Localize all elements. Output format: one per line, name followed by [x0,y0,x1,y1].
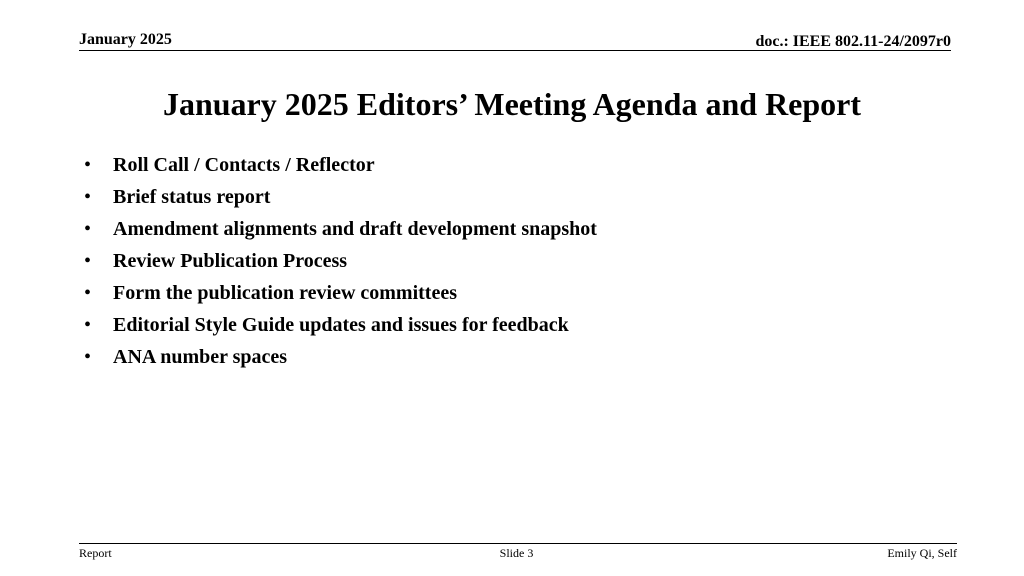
header-doc-id: doc.: IEEE 802.11-24/2097r0 [755,33,951,50]
footer-right: Emily Qi, Self [887,546,957,560]
bullet-icon: • [84,250,92,272]
bullet-icon: • [84,346,92,368]
agenda-item-text: ANA number spaces [113,346,288,368]
agenda-item-text: Editorial Style Guide updates and issues for feedback [113,314,569,336]
agenda-item-text: Roll Call / Contacts / Reflector [113,154,375,176]
slide-title: January 2025 Editors’ Meeting Agenda and Report [162,86,862,122]
agenda-item-text: Review Publication Process [113,250,348,272]
footer-rule [79,543,957,544]
header-date: January 2025 [79,31,172,48]
agenda-item-text: Brief status report [113,186,271,208]
bullet-icon: • [84,154,92,176]
bullet-icon: • [84,218,92,240]
footer-left: Report [79,546,112,560]
agenda-item-text: Amendment alignments and draft development snapshot [113,218,597,240]
bullet-icon: • [84,186,92,208]
footer-slide-number: Slide 3 [499,546,534,560]
bullet-icon: • [84,314,92,336]
agenda-item-text: Form the publication review committees [113,282,457,304]
header-rule [79,50,951,51]
bullet-icon: • [84,282,92,304]
